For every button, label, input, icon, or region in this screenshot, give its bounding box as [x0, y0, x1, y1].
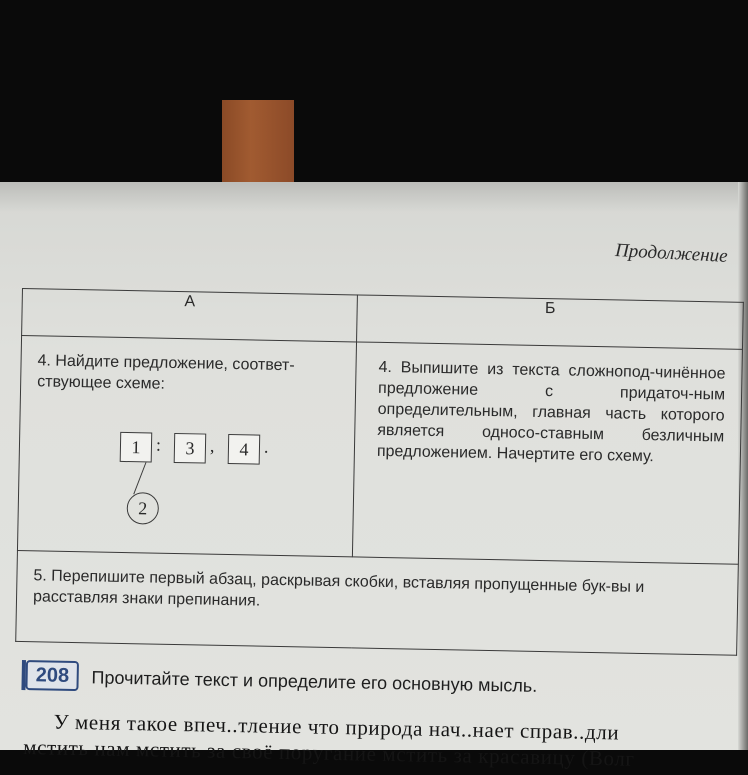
exercise-badge-wrapper [21, 660, 79, 691]
sentence-scheme [35, 430, 339, 526]
scheme-box-4: 4 [228, 434, 261, 465]
column-a-header: А [22, 289, 358, 342]
scheme-period: . [263, 436, 269, 457]
task-table [15, 288, 744, 656]
exercise-number-badge: 208 [25, 660, 79, 691]
scheme-circle-2: 2 [126, 492, 159, 525]
running-head: Продолжение [614, 240, 729, 267]
column-b-header: Б [357, 295, 744, 349]
scheme-colon: : [155, 434, 162, 455]
task-5-cell [16, 550, 739, 655]
body-line-1-text: У меня такое впеч..тление что природа нач..нает справ..дли [53, 709, 620, 745]
task-5-text: 5. Перепишите первый абзац, раскрывая скобки, вставляя пропущенные бук-вы и расставляя знаки препинания. [32, 567, 645, 610]
exercise-instruction: Прочитайте текст и определите его основную мысль. [91, 667, 538, 697]
scheme-box-3: 3 [174, 433, 207, 464]
table-row [17, 336, 742, 565]
task-b-text: 4. Выпишите из текста сложнопод-чинённое предложение с придаточ-ным определительным, главная часть которого является односо-ставным безличным предложением. Начертите его схему. [376, 358, 726, 466]
scheme-box-1: 1 [120, 432, 153, 463]
page-shadow [0, 182, 748, 212]
task-a-text: 4. Найдите предложение, соответ-ствующее схеме: [37, 352, 295, 393]
scheme-comma: , [209, 435, 215, 456]
body-line-2: мстить нам мстить за своё поругание мстить за красавицу (Волг [23, 734, 635, 771]
task-a-cell [17, 336, 356, 557]
table-row [16, 550, 739, 655]
scheme-connector [133, 462, 162, 494]
task-b-cell [352, 342, 742, 564]
